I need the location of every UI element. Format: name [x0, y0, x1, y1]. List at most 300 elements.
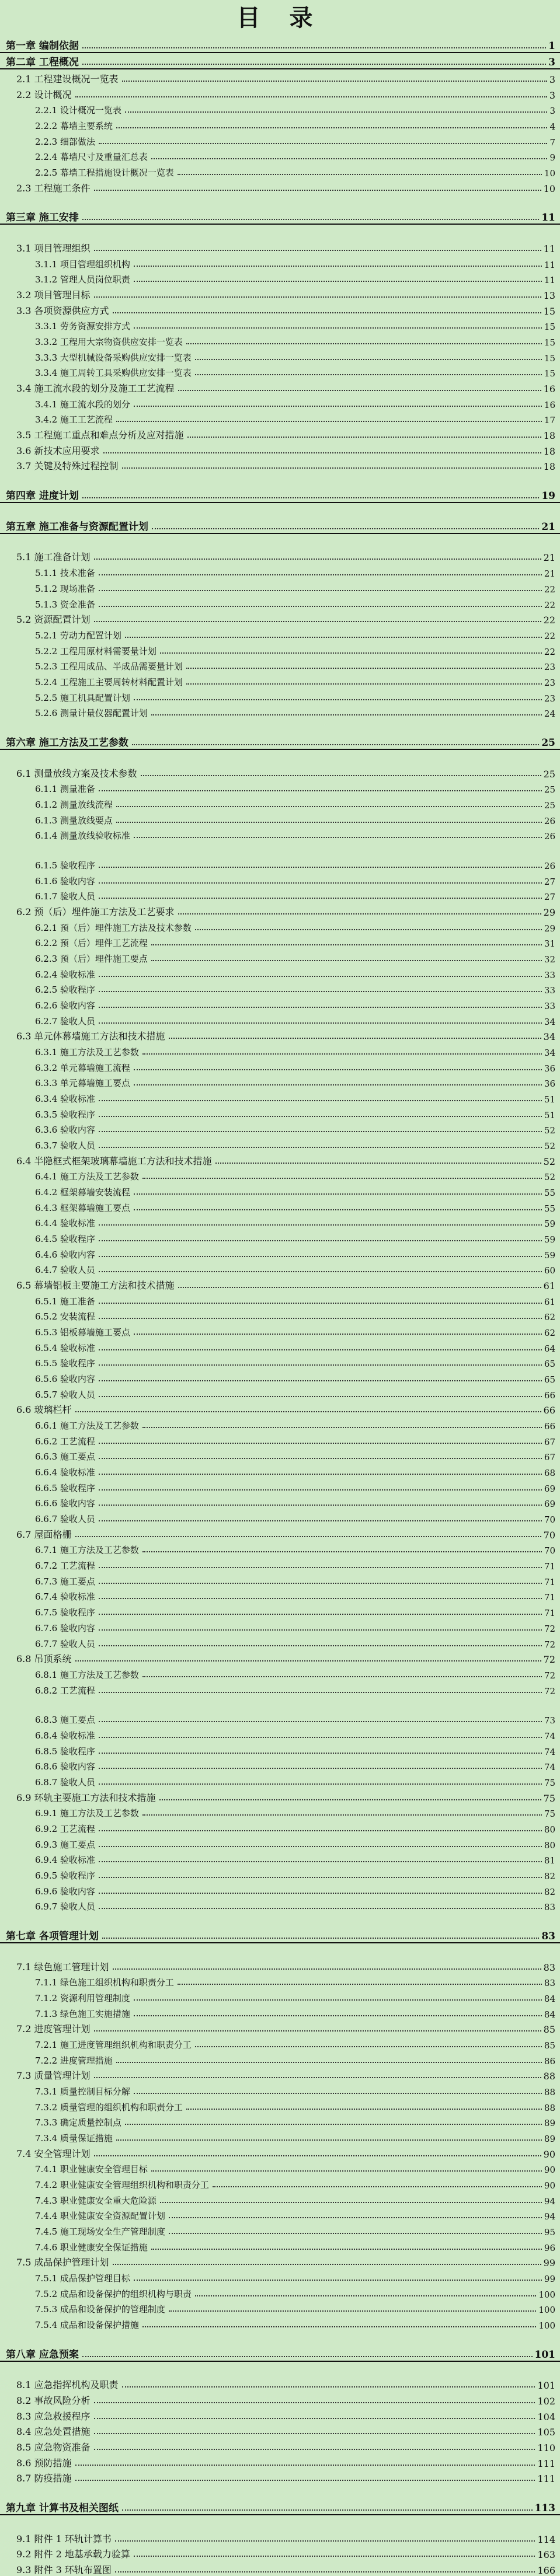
dot-leader [102, 1938, 539, 1939]
toc-page-number: 22 [544, 584, 555, 595]
toc-page-number: 25 [544, 784, 555, 795]
toc-entry-title: 6.9.3 施工要点 [35, 1839, 95, 1850]
toc-entry-title: 第七章 各项管理计划 [6, 1930, 99, 1942]
dot-leader [99, 1520, 542, 1521]
toc-page-number: 15 [544, 337, 555, 348]
toc-page-number: 84 [544, 1993, 555, 2004]
toc-page-number: 22 [543, 615, 555, 626]
spacer [0, 225, 560, 239]
toc-subsection-entry[interactable] [0, 1835, 560, 1851]
toc-subsection-entry[interactable] [0, 795, 560, 811]
toc-chapter-entry[interactable] [0, 2498, 560, 2515]
toc-section-entry[interactable] [0, 179, 560, 194]
toc-entry-title: 6.5.2 安装流程 [35, 1311, 95, 1322]
toc-entry-title: 3.3.1 劳务资源安排方式 [35, 321, 130, 332]
toc-chapter-entry[interactable] [0, 2345, 560, 2362]
toc-subsection-entry[interactable] [0, 934, 560, 950]
toc-subsection-entry[interactable] [0, 1105, 560, 1121]
toc-entry-title: 9.2 附件 2 地基承载力验算 [16, 2549, 130, 2560]
toc-subsection-entry[interactable] [0, 672, 560, 688]
toc-subsection-entry[interactable] [0, 1587, 560, 1603]
toc-subsection-entry[interactable] [0, 1757, 560, 1773]
dot-leader [125, 637, 542, 638]
toc-entry-title: 7.1.1 绿色施工组织机构和职责分工 [35, 1977, 174, 1988]
toc-subsection-entry[interactable] [0, 2207, 560, 2222]
toc-subsection-entry[interactable] [0, 1074, 560, 1090]
toc-page-number: 100 [538, 2320, 555, 2331]
toc-subsection-entry[interactable] [0, 1121, 560, 1136]
toc-subsection-entry[interactable] [0, 1634, 560, 1650]
toc-subsection-entry[interactable] [0, 1462, 560, 1478]
dot-leader [94, 250, 541, 251]
toc-subsection-entry[interactable] [0, 1167, 560, 1183]
toc-subsection-entry[interactable] [0, 2222, 560, 2238]
dot-leader [99, 1303, 542, 1304]
toc-section-entry[interactable] [0, 2545, 560, 2561]
spacer [0, 2362, 560, 2376]
toc-page-number: 74 [544, 1730, 555, 1741]
toc-chapter-entry[interactable] [0, 36, 560, 53]
toc-subsection-entry[interactable] [0, 1866, 560, 1882]
toc-page-number: 71 [544, 1592, 555, 1603]
toc-section-entry[interactable] [0, 2144, 560, 2160]
dot-leader [134, 699, 542, 700]
toc-subsection-entry[interactable] [0, 595, 560, 610]
toc-subsection-entry[interactable] [0, 1556, 560, 1572]
toc-page-number: 68 [544, 1468, 555, 1479]
toc-subsection-entry[interactable] [0, 1772, 560, 1788]
dot-leader [169, 2310, 536, 2312]
dot-leader [142, 1814, 542, 1816]
toc-subsection-entry[interactable] [0, 1416, 560, 1432]
toc-section-entry[interactable] [0, 2423, 560, 2438]
toc-page-number: 21 [543, 552, 555, 564]
toc-subsection-entry[interactable] [0, 1988, 560, 2004]
dot-leader [99, 1783, 542, 1785]
toc-page-number: 75 [544, 1777, 555, 1788]
toc-entry-title: 6.9.1 施工方法及工艺参数 [35, 1808, 139, 1819]
toc-subsection-entry[interactable] [0, 688, 560, 704]
toc-subsection-entry[interactable] [0, 1851, 560, 1866]
dot-leader [99, 1830, 542, 1831]
toc-entry-title: 7.1.3 绿色施工实施措施 [35, 2008, 130, 2019]
toc-entry-title: 2.2.1 设计概况一览表 [35, 105, 121, 116]
toc-subsection-entry[interactable] [0, 811, 560, 826]
toc-section-entry[interactable] [0, 2376, 560, 2392]
toc-subsection-entry[interactable] [0, 2004, 560, 2020]
dot-leader [99, 1567, 542, 1568]
toc-section-entry[interactable] [0, 1401, 560, 1416]
toc-subsection-entry[interactable] [0, 965, 560, 980]
toc-entry-title: 7.1 绿色施工管理计划 [16, 1961, 109, 1973]
toc-page-number: 10 [544, 168, 555, 179]
toc-page-number: 21 [544, 568, 555, 580]
toc-entry-title: 7.4.1 职业健康安全管理目标 [35, 2164, 148, 2175]
toc-subsection-entry[interactable] [0, 1804, 560, 1820]
toc-entry-title: 6.3.2 单元幕墙施工流程 [35, 1062, 130, 1073]
toc-page-number: 70 [544, 1545, 555, 1556]
toc-entry-title: 7.2.1 施工进度管理组织机构和职责分工 [35, 2039, 192, 2050]
toc-page-number: 66 [544, 1390, 555, 1401]
toc-entry-title: 5.2.6 测量计量仪器配置计划 [35, 708, 148, 719]
toc-subsection-entry[interactable] [0, 1136, 560, 1151]
toc-subsection-entry[interactable] [0, 2082, 560, 2097]
toc-section-entry[interactable] [0, 1027, 560, 1043]
dot-leader [169, 2233, 542, 2234]
toc-subsection-entry[interactable] [0, 1882, 560, 1897]
toc-subsection-entry[interactable] [0, 1447, 560, 1463]
spacer [0, 1697, 560, 1711]
toc-entry-title: 第二章 工程概况 [6, 57, 79, 69]
toc-subsection-entry[interactable] [0, 1711, 560, 1726]
spacer [0, 534, 560, 548]
page-title: 目 录 [236, 4, 324, 32]
toc-subsection-entry[interactable] [0, 949, 560, 965]
toc-subsection-entry[interactable] [0, 1058, 560, 1074]
toc-section-entry[interactable] [0, 2067, 560, 2082]
toc-chapter-entry[interactable] [0, 1926, 560, 1943]
toc-section-entry[interactable] [0, 2407, 560, 2423]
toc-subsection-entry[interactable] [0, 2238, 560, 2253]
dot-leader [151, 944, 542, 945]
toc-subsection-entry[interactable] [0, 1741, 560, 1757]
toc-page-number: 11 [544, 259, 555, 270]
toc-entry-title: 6.3.7 验收人员 [35, 1140, 95, 1151]
dot-leader [142, 1551, 542, 1552]
toc-subsection-entry[interactable] [0, 2035, 560, 2051]
toc-entry-title: 6.2.4 验收标准 [35, 969, 95, 980]
toc-section-entry[interactable] [0, 379, 560, 395]
dot-leader [99, 1022, 542, 1024]
toc-entry-title: 6.1.1 测量准备 [35, 784, 95, 795]
toc-entry-title: 2.2.4 幕墙尺寸及重量汇总表 [35, 152, 148, 163]
toc-subsection-entry[interactable] [0, 626, 560, 641]
toc-chapter-entry[interactable] [0, 733, 560, 750]
toc-chapter-entry[interactable] [0, 486, 560, 503]
toc-entry-title: 7.4 安全管理计划 [16, 2148, 91, 2159]
toc-section-entry[interactable] [0, 2020, 560, 2036]
toc-subsection-entry[interactable] [0, 2315, 560, 2331]
toc-entry-title: 5.1 施工准备计划 [16, 551, 91, 563]
toc-page-number: 80 [544, 1824, 555, 1835]
toc-subsection-entry[interactable] [0, 826, 560, 842]
toc-entry-title: 6.3.1 施工方法及工艺参数 [35, 1046, 139, 1057]
toc-page-number: 29 [544, 923, 555, 934]
toc-entry-title: 8.5 应急物资准备 [16, 2442, 91, 2453]
toc-subsection-entry[interactable] [0, 563, 560, 579]
toc-page-number: 36 [544, 1078, 555, 1090]
toc-chapter-entry[interactable] [0, 517, 560, 534]
toc-page-number: 85 [544, 2040, 555, 2051]
toc-subsection-entry[interactable] [0, 1726, 560, 1741]
toc-section-entry[interactable] [0, 301, 560, 317]
dot-leader [151, 960, 542, 961]
spacer [0, 1943, 560, 1957]
toc-section-entry[interactable] [0, 2253, 560, 2269]
spacer [0, 2331, 560, 2345]
toc-section-entry[interactable] [0, 2560, 560, 2576]
dot-leader [113, 312, 541, 313]
toc-subsection-entry[interactable] [0, 1322, 560, 1338]
toc-subsection-entry[interactable] [0, 317, 560, 333]
toc-subsection-entry[interactable] [0, 1229, 560, 1245]
toc-entry-title: 3.2 项目管理目标 [16, 289, 91, 301]
toc-subsection-entry[interactable] [0, 1541, 560, 1556]
toc-entry-title: 6.5.1 施工准备 [35, 1296, 95, 1307]
toc-subsection-entry[interactable] [0, 887, 560, 903]
toc-entry-title: 6.5.5 验收程序 [35, 1358, 95, 1369]
toc-subsection-entry[interactable] [0, 2128, 560, 2144]
toc-entry-title: 6.8.4 验收标准 [35, 1730, 95, 1741]
toc-subsection-entry[interactable] [0, 1681, 560, 1697]
toc-subsection-entry[interactable] [0, 1245, 560, 1261]
toc-page-number: 82 [544, 1886, 555, 1897]
toc-section-entry[interactable] [0, 85, 560, 101]
toc-subsection-entry[interactable] [0, 332, 560, 348]
toc-subsection-entry[interactable] [0, 1509, 560, 1525]
toc-entry-title: 6.1.2 测量放线流程 [35, 799, 113, 810]
toc-page-number: 26 [544, 815, 555, 826]
toc-subsection-entry[interactable] [0, 996, 560, 1011]
toc-page-number: 83 [544, 1978, 555, 1989]
toc-page-number: 90 [543, 2148, 555, 2160]
spacer [0, 2484, 560, 2498]
toc-entry-title: 6.6.3 施工要点 [35, 1451, 95, 1462]
toc-subsection-entry[interactable] [0, 1819, 560, 1835]
toc-section-entry[interactable] [0, 2529, 560, 2545]
dot-leader [82, 219, 539, 220]
toc-page-number: 75 [544, 1809, 555, 1820]
toc-subsection-entry[interactable] [0, 1572, 560, 1587]
toc-page-number: 81 [544, 1855, 555, 1866]
toc-subsection-entry[interactable] [0, 980, 560, 996]
toc-subsection-entry[interactable] [0, 348, 560, 364]
toc-entry-title: 5.1.2 现场准备 [35, 583, 95, 594]
dot-leader [134, 406, 542, 407]
toc-page-number: 82 [544, 1870, 555, 1882]
dot-leader [116, 2062, 542, 2063]
toc-entry-title: 6.7.5 验收程序 [35, 1607, 95, 1618]
toc-subsection-entry[interactable] [0, 1618, 560, 1634]
toc-subsection-entry[interactable] [0, 270, 560, 286]
toc-subsection-entry[interactable] [0, 1182, 560, 1198]
dot-leader [99, 1692, 542, 1693]
dot-leader [99, 1131, 542, 1132]
toc-entry-title: 6.8.5 验收程序 [35, 1746, 95, 1757]
toc-entry-title: 3.5 工程施工重点和难点分析及应对措施 [16, 430, 184, 441]
toc-subsection-entry[interactable] [0, 2268, 560, 2284]
toc-subsection-entry[interactable] [0, 1432, 560, 1447]
toc-subsection-entry[interactable] [0, 2191, 560, 2207]
dot-leader [195, 2295, 536, 2296]
toc-subsection-entry[interactable] [0, 1494, 560, 1510]
table-of-contents [0, 36, 560, 2576]
toc-subsection-entry[interactable] [0, 410, 560, 426]
toc-subsection-entry[interactable] [0, 2300, 560, 2316]
toc-page-number: 15 [544, 352, 555, 364]
toc-subsection-entry[interactable] [0, 1385, 560, 1401]
toc-subsection-entry[interactable] [0, 579, 560, 595]
toc-subsection-entry[interactable] [0, 1369, 560, 1385]
toc-section-entry[interactable] [0, 457, 560, 473]
toc-page-number: 110 [537, 2442, 555, 2454]
toc-entry-title: 7.2 进度管理计划 [16, 2023, 91, 2035]
toc-page-number: 31 [544, 938, 555, 950]
toc-subsection-entry[interactable] [0, 101, 560, 117]
toc-page-number: 18 [543, 461, 555, 473]
toc-chapter-entry[interactable] [0, 208, 560, 225]
toc-section-entry[interactable] [0, 2391, 560, 2407]
dot-leader [142, 2326, 536, 2327]
toc-entry-title: 6.4.3 框架幕墙施工要点 [35, 1202, 130, 1213]
toc-page-number: 65 [544, 1359, 555, 1370]
dot-leader [178, 174, 542, 175]
toc-entry-title: 6.3.5 验收程序 [35, 1109, 95, 1120]
dot-leader [116, 822, 542, 823]
toc-section-entry[interactable] [0, 548, 560, 564]
toc-page-number: 26 [544, 860, 555, 871]
dot-leader [82, 64, 546, 65]
toc-entry-title: 6.3 单元体幕墙施工方法和技术措施 [16, 1031, 165, 1042]
toc-subsection-entry[interactable] [0, 1261, 560, 1276]
toc-subsection-entry[interactable] [0, 918, 560, 934]
dot-leader [99, 1598, 542, 1599]
dot-leader [99, 1645, 542, 1646]
toc-section-entry[interactable] [0, 902, 560, 918]
toc-subsection-entry[interactable] [0, 364, 560, 379]
toc-page-number: 59 [544, 1249, 555, 1261]
toc-page-number: 99 [544, 2274, 555, 2285]
toc-subsection-entry[interactable] [0, 2051, 560, 2067]
toc-page-number: 70 [543, 1529, 555, 1541]
toc-subsection-entry[interactable] [0, 1089, 560, 1105]
toc-section-entry[interactable] [0, 2469, 560, 2485]
toc-subsection-entry[interactable] [0, 1973, 560, 1989]
dot-leader [169, 1038, 541, 1039]
toc-entry-title: 第一章 编制依据 [6, 40, 79, 52]
toc-subsection-entry[interactable] [0, 1478, 560, 1494]
toc-entry-title: 6.6.5 验收程序 [35, 1482, 95, 1493]
toc-section-entry[interactable] [0, 764, 560, 780]
toc-page-number: 17 [544, 415, 555, 426]
toc-entry-title: 8.2 事故风险分析 [16, 2395, 91, 2407]
dot-leader [142, 1676, 542, 1677]
toc-subsection-entry[interactable] [0, 132, 560, 148]
dot-leader [99, 991, 542, 992]
toc-entry-title: 6.1.6 验收内容 [35, 875, 95, 886]
toc-section-entry[interactable] [0, 1957, 560, 1973]
dot-leader [169, 2217, 542, 2218]
toc-subsection-entry[interactable] [0, 1292, 560, 1307]
dot-leader [134, 837, 542, 838]
toc-page-number: 59 [544, 1234, 555, 1245]
toc-subsection-entry[interactable] [0, 2284, 560, 2300]
dot-leader [99, 1318, 542, 1319]
toc-subsection-entry[interactable] [0, 2097, 560, 2113]
toc-section-entry[interactable] [0, 2453, 560, 2469]
toc-entry-title: 6.2.6 验收内容 [35, 1000, 95, 1011]
toc-subsection-entry[interactable] [0, 1011, 560, 1027]
dot-leader [99, 1271, 542, 1272]
toc-subsection-entry[interactable] [0, 1897, 560, 1913]
toc-entry-title: 6.7.1 施工方法及工艺参数 [35, 1545, 139, 1556]
toc-subsection-entry[interactable] [0, 2113, 560, 2129]
toc-entry-title: 3.3.2 工程用大宗物资供应安排一览表 [35, 337, 183, 348]
toc-page-number: 4 [549, 121, 555, 132]
toc-subsection-entry[interactable] [0, 1198, 560, 1214]
dot-leader [75, 1411, 541, 1412]
toc-subsection-entry[interactable] [0, 1307, 560, 1323]
dot-leader [160, 652, 542, 654]
toc-subsection-entry[interactable] [0, 163, 560, 179]
toc-section-entry[interactable] [0, 69, 560, 85]
toc-page-number: 3 [549, 106, 555, 117]
toc-entry-title: 6.5.4 验收标准 [35, 1342, 95, 1353]
toc-page-number: 52 [544, 1141, 555, 1151]
dot-leader [125, 111, 547, 113]
toc-entry-title: 6.6.1 施工方法及工艺参数 [35, 1420, 139, 1432]
toc-section-entry[interactable] [0, 239, 560, 254]
dot-leader [99, 1721, 542, 1722]
dot-leader [94, 621, 541, 622]
dot-leader [99, 1908, 542, 1909]
dot-leader [142, 1427, 542, 1428]
toc-section-entry[interactable] [0, 441, 560, 457]
toc-subsection-entry[interactable] [0, 780, 560, 795]
dot-leader [195, 929, 542, 930]
toc-subsection-entry[interactable] [0, 2175, 560, 2191]
toc-section-entry[interactable] [0, 2438, 560, 2453]
toc-page-number: 33 [544, 1000, 555, 1011]
toc-chapter-entry[interactable] [0, 53, 560, 70]
toc-page-number: 67 [544, 1436, 555, 1447]
toc-subsection-entry[interactable] [0, 1603, 560, 1618]
toc-section-entry[interactable] [0, 1650, 560, 1666]
toc-section-entry[interactable] [0, 1525, 560, 1541]
toc-subsection-entry[interactable] [0, 148, 560, 163]
toc-subsection-entry[interactable] [0, 1042, 560, 1058]
toc-subsection-entry[interactable] [0, 641, 560, 657]
toc-subsection-entry[interactable] [0, 871, 560, 887]
dot-leader [99, 606, 542, 607]
toc-section-entry[interactable] [0, 610, 560, 626]
toc-entry-title: 3.7 关键及特殊过程控制 [16, 460, 119, 472]
toc-page-number: 104 [537, 2411, 555, 2423]
toc-subsection-entry[interactable] [0, 1354, 560, 1370]
toc-subsection-entry[interactable] [0, 704, 560, 720]
dot-leader [187, 437, 541, 438]
toc-section-entry[interactable] [0, 285, 560, 301]
toc-page-number: 102 [537, 2396, 555, 2407]
toc-subsection-entry[interactable] [0, 1665, 560, 1681]
toc-section-entry[interactable] [0, 1151, 560, 1167]
toc-entry-title: 6.4.1 施工方法及工艺参数 [35, 1171, 139, 1182]
toc-entry-title: 7.5.2 成品和设备保护的组织机构与职责 [35, 2288, 192, 2299]
toc-subsection-entry[interactable] [0, 2160, 560, 2176]
toc-entry-title: 6.4.2 框架幕墙安装流程 [35, 1187, 130, 1198]
toc-subsection-entry[interactable] [0, 1338, 560, 1354]
toc-subsection-entry[interactable] [0, 254, 560, 270]
toc-section-entry[interactable] [0, 1276, 560, 1292]
toc-subsection-entry[interactable] [0, 657, 560, 673]
toc-section-entry[interactable] [0, 425, 560, 441]
toc-subsection-entry[interactable] [0, 116, 560, 132]
toc-subsection-entry[interactable] [0, 1214, 560, 1230]
toc-entry-title: 6.8.7 验收人员 [35, 1776, 95, 1788]
toc-section-entry[interactable] [0, 1788, 560, 1804]
toc-subsection-entry[interactable] [0, 395, 560, 410]
toc-subsection-entry[interactable] [0, 856, 560, 871]
